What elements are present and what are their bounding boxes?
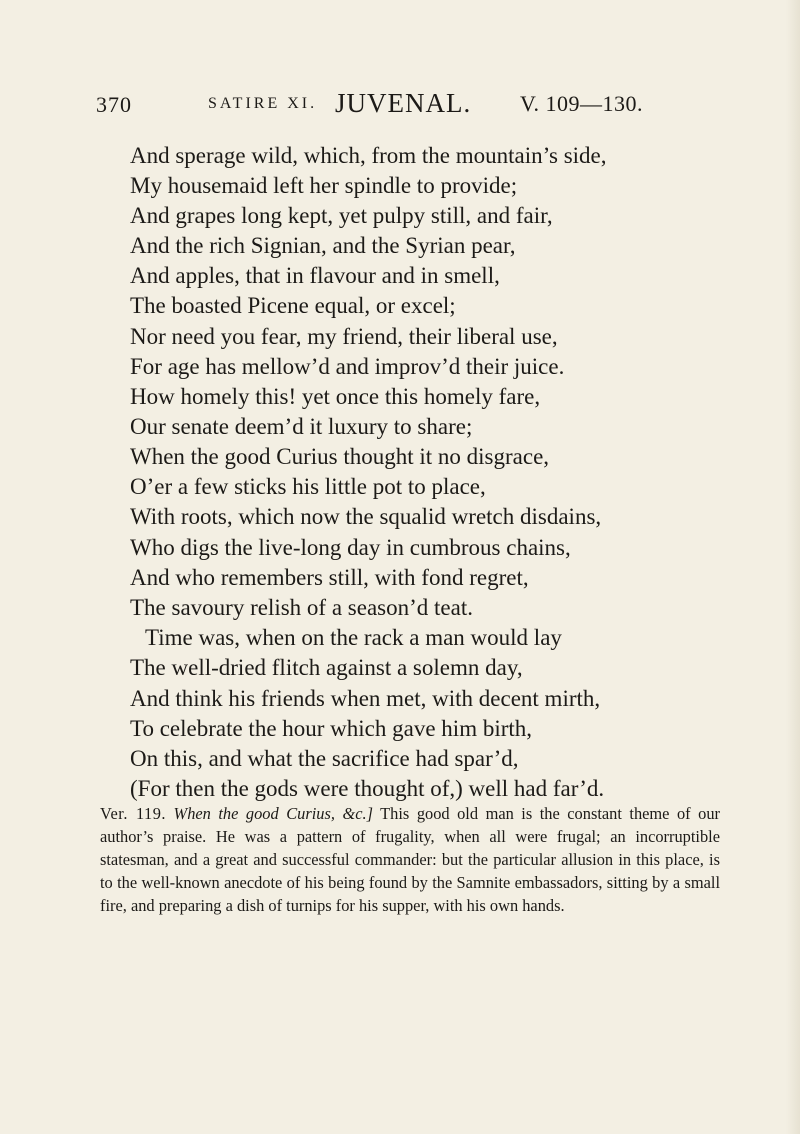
footnote-lemma: When the good Curius, &c.] <box>173 804 373 823</box>
page-number: 370 <box>96 92 132 117</box>
running-header <box>96 86 716 122</box>
poem-line: On this, and what the sacrifice had spar’d, <box>130 746 519 771</box>
poem-line: To celebrate the hour which gave him birth, <box>130 716 533 741</box>
footnote <box>100 802 720 917</box>
poem-line: (For then the gods were thought of,) well had far’d. <box>130 776 605 801</box>
poem-line: The well-dried flitch against a solemn day, <box>130 655 523 680</box>
poem-line: The boasted Picene equal, or excel; <box>130 293 456 318</box>
verse-range: V. 109—130. <box>520 91 644 116</box>
satire-label: SATIRE XI. <box>208 95 318 112</box>
poem-line: Nor need you fear, my friend, their liberal use, <box>130 324 558 349</box>
page-edge-shadow <box>786 0 800 1134</box>
footnote-text: This good old man is the constant theme of our author’s praise. He was a pattern of frugality, when all were frugal; an incorruptible statesman, and a great and successful commander: but the particular allusion in this place, is to the well-known anecdote of his being found by the Samnite embassadors, sitting by a small fire, and preparing a dish of turnips for his supper, with his own hands. <box>100 804 720 915</box>
poem-line: With roots, which now the squalid wretch disdains, <box>130 504 602 529</box>
poem-line: O’er a few sticks his little pot to place, <box>130 474 486 499</box>
poem-line: Our senate deem’d it luxury to share; <box>130 414 473 439</box>
poem-line: When the good Curius thought it no disgrace, <box>130 444 550 469</box>
poem-line: And think his friends when met, with decent mirth, <box>130 686 601 711</box>
poem-line: Who digs the live-long day in cumbrous chains, <box>130 535 571 560</box>
poem-line: Time was, when on the rack a man would lay <box>145 625 562 650</box>
poem-line: And grapes long kept, yet pulpy still, and fair, <box>130 203 553 228</box>
poem-line: The savoury relish of a season’d teat. <box>130 595 473 620</box>
poem-line: How homely this! yet once this homely fare, <box>130 384 541 409</box>
poem-line: And the rich Signian, and the Syrian pear, <box>130 233 516 258</box>
poem-line: For age has mellow’d and improv’d their juice. <box>130 354 565 379</box>
footnote-verse-ref: Ver. 119. <box>100 804 167 823</box>
poem-line: And who remembers still, with fond regret, <box>130 565 529 590</box>
poem-line: And apples, that in flavour and in smell, <box>130 263 500 288</box>
author-name: JUVENAL. <box>335 88 472 118</box>
poem-line: My housemaid left her spindle to provide; <box>130 173 518 198</box>
poem-line: And sperage wild, which, from the mountain’s side, <box>130 143 607 168</box>
